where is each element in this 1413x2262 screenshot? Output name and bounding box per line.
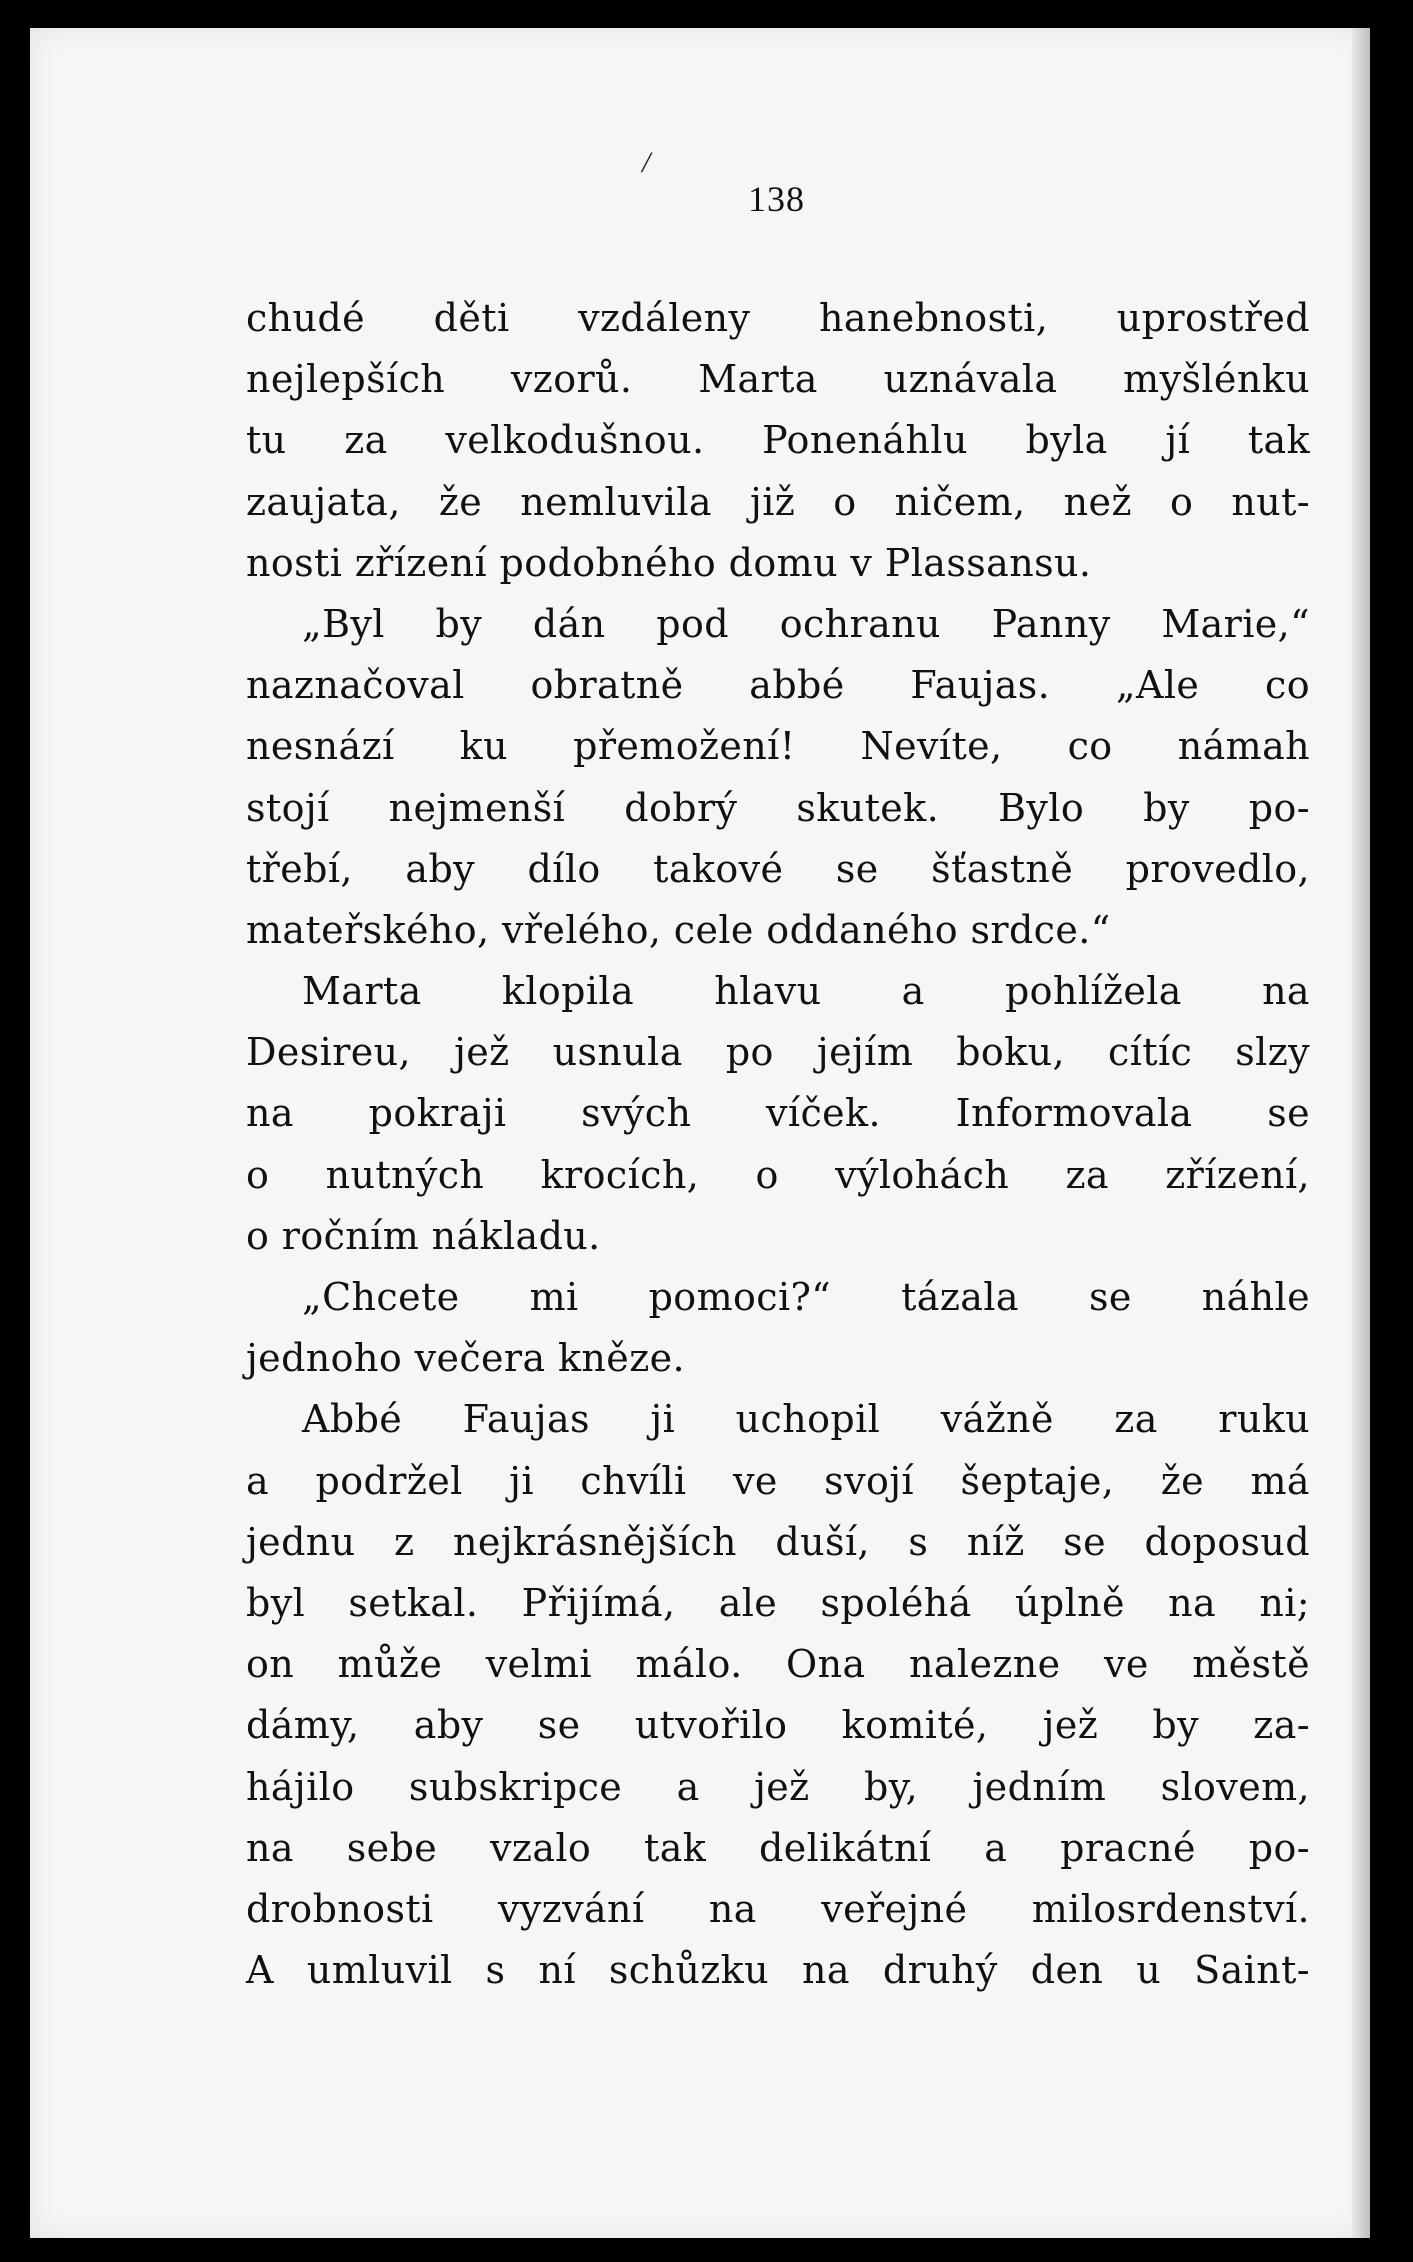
text-line: nejlepších vzorů. Marta uznávala myšlénku	[246, 357, 1310, 402]
text-line: třebí, aby dílo takové se šťastně provedlo,	[246, 846, 1310, 891]
text-line: „Chcete mi pomoci?“ tázala se náhle	[302, 1275, 1310, 1319]
text-line: on může velmi málo. Ona nalezne ve městě	[246, 1642, 1310, 1687]
text-line: drobnosti vyzvání na veřejné milosrdenství.	[246, 1886, 1310, 1931]
text-line: mateřského, vřelého, cele oddaného srdce.“	[246, 907, 1111, 952]
text-line: „Byl by dán pod ochranu Panny Marie,“	[302, 601, 1310, 646]
text-line: chudé děti vzdáleny hanebnosti, uprostřed	[246, 296, 1310, 340]
text-line: A umluvil s ní schůzku na druhý den u Saint-	[246, 1948, 1310, 1993]
text-line: stojí nejmenší dobrý skutek. Bylo by po-	[246, 785, 1310, 830]
body-text	[246, 288, 1310, 2001]
text-line: zaujata, že nemluvila již o ničem, než o nut-	[246, 479, 1310, 524]
text-line: na pokraji svých víček. Informovala se	[246, 1091, 1310, 1136]
text-line: naznačoval obratně abbé Faujas. „Ale co	[246, 663, 1310, 708]
text-line: Marta klopila hlavu a pohlížela na	[302, 969, 1310, 1014]
text-line: hájilo subskripce a jež by, jedním slovem,	[246, 1764, 1310, 1809]
text-line: a podržel ji chvíli ve svojí šeptaje, že má	[246, 1458, 1310, 1503]
margin-mark: /	[642, 146, 651, 179]
text-line: o nutných krocích, o výlohách za zřízení,	[246, 1152, 1310, 1197]
text-line: jednoho večera kněze.	[246, 1336, 685, 1381]
text-line: nesnází ku přemožení! Nevíte, co námah	[246, 724, 1310, 769]
text-line: byl setkal. Přijímá, ale spoléhá úplně na ni;	[246, 1580, 1310, 1625]
text-line: dámy, aby se utvořilo komité, jež by za-	[246, 1703, 1310, 1748]
text-line: o ročním nákladu.	[246, 1213, 601, 1258]
text-line: Desireu, jež usnula po jejím boku, cítíc slzy	[246, 1030, 1310, 1075]
book-page	[30, 28, 1370, 2238]
text-line: na sebe vzalo tak delikátní a pracné po-	[246, 1825, 1310, 1870]
text-line: tu za velkodušnou. Ponenáhlu byla jí tak	[246, 418, 1310, 463]
page-number: 138	[748, 179, 805, 219]
text-line: Abbé Faujas ji uchopil vážně za ruku	[302, 1397, 1310, 1442]
text-line: nosti zřízení podobného domu v Plassansu.	[246, 540, 1092, 585]
page-edge-shadow	[1352, 28, 1370, 2238]
text-line: jednu z nejkrásnějších duší, s níž se doposud	[246, 1519, 1310, 1564]
